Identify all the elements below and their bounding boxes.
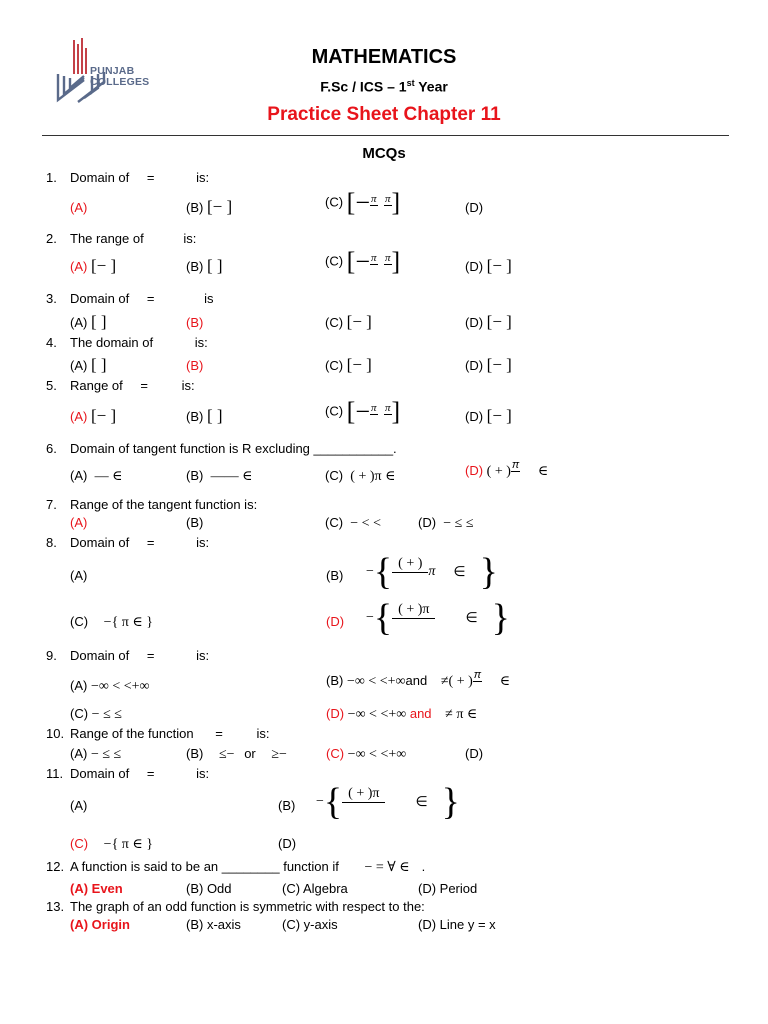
q9-b-and: and xyxy=(405,672,428,688)
q5-d-label: (D) xyxy=(465,409,484,424)
q1-option-d: (D) xyxy=(465,200,484,215)
q10-b-label: (B) xyxy=(186,746,204,761)
q7-text: Range of the tangent function is: xyxy=(70,497,258,512)
q8-b-neg: − xyxy=(366,564,374,580)
q4-option-d xyxy=(465,355,512,375)
q11-c-math: −{ π ∈ } xyxy=(103,837,153,852)
q6-b-label: (B) xyxy=(186,468,204,483)
q3-text-b: is xyxy=(204,291,214,306)
q10-option-d: (D) xyxy=(465,746,484,761)
q4-a-label: (A) xyxy=(70,358,88,373)
q13-number: 13. xyxy=(46,899,65,914)
q6-b-math: —— ∈ xyxy=(210,469,253,484)
q4-number: 4. xyxy=(46,335,57,350)
q7-d-label: (D) xyxy=(418,515,437,530)
q1-c-math: [− π π ] xyxy=(346,188,401,217)
q9-b-frac xyxy=(473,670,482,693)
q10-b-math1: ≤− xyxy=(218,747,235,762)
q3-option-a xyxy=(70,312,107,332)
q9-text-a: Domain of xyxy=(70,648,130,663)
q5-option-c xyxy=(325,397,400,427)
q8-d-neg: − xyxy=(366,610,374,626)
q10-b-math2: ≥− xyxy=(271,747,287,762)
grade-line xyxy=(0,78,768,95)
q10-number: 10. xyxy=(46,726,65,741)
q8-option-d: (D) xyxy=(326,614,345,629)
q2-option-a xyxy=(70,256,116,276)
question-12 xyxy=(46,859,425,876)
q7-c-label: (C) xyxy=(325,515,344,530)
q11-option-d: (D) xyxy=(278,836,297,851)
q12-dot: . xyxy=(421,859,426,874)
q2-option-d xyxy=(465,256,512,276)
grade-sup: st xyxy=(406,78,415,88)
q1-text-a: Domain of xyxy=(70,170,130,185)
q9-text-b: is: xyxy=(196,648,210,663)
q6-number: 6. xyxy=(46,441,57,456)
q10-option-b xyxy=(186,746,287,763)
q5-eq: = xyxy=(140,378,148,393)
q12-option-a: (A) Even xyxy=(70,881,123,896)
q11-text-a: Domain of xyxy=(70,766,130,781)
q8-text-a: Domain of xyxy=(70,535,130,550)
q6-a-math: — ∈ xyxy=(94,469,123,484)
q8-d-in: ∈ xyxy=(465,610,478,626)
q6-d-label: (D) xyxy=(465,462,484,478)
q1-text-b: is: xyxy=(196,170,210,185)
q8-text-b: is: xyxy=(196,535,210,550)
q10-option-c xyxy=(326,746,406,763)
q5-option-a xyxy=(70,406,116,426)
question-1 xyxy=(46,170,209,185)
grade-text: F.Sc / ICS – 1 xyxy=(320,78,407,95)
q9-b-pi: π xyxy=(473,669,482,681)
q3-d-label: (D) xyxy=(465,315,484,330)
q1-option-a: (A) xyxy=(70,200,88,215)
q1-option-c xyxy=(325,188,400,218)
q10-c-label: (C) xyxy=(326,746,345,761)
q10-b-or: or xyxy=(244,746,256,761)
q1-c-pi1: π xyxy=(371,192,377,205)
q2-option-c xyxy=(325,247,400,277)
q4-a-math: [ ] xyxy=(90,355,107,374)
q4-text-b: is: xyxy=(194,335,208,350)
q12-option-b: (B) Odd xyxy=(186,881,232,896)
q6-a-label: (A) xyxy=(70,468,88,483)
q3-c-math: [− ] xyxy=(346,312,372,331)
q4-option-c xyxy=(325,355,372,375)
q3-a-math: [ ] xyxy=(90,312,107,331)
subject-title: MATHEMATICS xyxy=(311,46,457,68)
question-10 xyxy=(46,726,269,741)
q5-text-b: is: xyxy=(181,378,195,393)
q10-c-math: −∞ < <+∞ xyxy=(347,747,407,762)
q7-option-c xyxy=(325,515,381,532)
q12-math: − = ∀ ∈ xyxy=(364,860,410,875)
section-title: MCQs xyxy=(362,145,406,162)
q3-option-b: (B) xyxy=(186,315,204,330)
q10-eq: = xyxy=(215,726,223,741)
q8-eq: = xyxy=(146,535,155,550)
q9-b-in: ∈ xyxy=(499,673,511,689)
q8-c-label: (C) xyxy=(70,614,89,629)
q8-option-c xyxy=(70,614,153,631)
q7-option-d xyxy=(418,515,474,532)
q5-text-a: Range of xyxy=(70,378,123,393)
q4-text-a: The domain of xyxy=(70,335,154,350)
q6-option-c xyxy=(325,468,395,485)
q9-b-label: (B) xyxy=(326,672,344,688)
q2-text-a: The range of xyxy=(70,231,144,246)
q1-b-label: (B) xyxy=(186,200,204,215)
q5-b-math: [ ] xyxy=(206,406,223,425)
q10-a-math: − ≤ ≤ xyxy=(90,747,122,762)
q8-d-num: ( + )π xyxy=(392,602,435,619)
q5-d-math: [− ] xyxy=(486,406,512,425)
q8-option-b xyxy=(326,568,343,583)
q2-option-b xyxy=(186,256,223,276)
q5-c-math: [− π π ] xyxy=(346,397,401,426)
q11-option-b: (B) xyxy=(278,798,296,813)
q8-number: 8. xyxy=(46,535,57,550)
q1-eq: = xyxy=(146,170,155,185)
question-2 xyxy=(46,231,196,246)
q6-d-frac xyxy=(511,460,520,483)
q12-text: A function is said to be an ________ function if xyxy=(70,859,339,874)
q5-b-label: (B) xyxy=(186,409,204,424)
q7-option-a: (A) xyxy=(70,515,88,530)
q11-c-label: (C) xyxy=(70,836,89,851)
q1-b-math: [− ] xyxy=(206,197,233,216)
q2-a-math: [− ] xyxy=(90,256,117,275)
q9-d-and: and xyxy=(409,706,432,721)
q1-number: 1. xyxy=(46,170,57,185)
q2-c-pi2: π xyxy=(385,251,391,264)
q3-d-math: [− ] xyxy=(486,312,512,331)
q9-d-math: −∞ < <+∞ xyxy=(347,707,407,722)
q2-b-math: [ ] xyxy=(206,256,223,275)
question-4 xyxy=(46,335,208,350)
q6-c-label: (C) xyxy=(325,468,344,483)
q5-c-label: (C) xyxy=(325,403,344,419)
q8-b-num: ( + ) xyxy=(392,556,428,573)
q11-option-a: (A) xyxy=(70,798,88,813)
q2-c-label: (C) xyxy=(325,253,344,269)
q3-option-c xyxy=(325,312,372,332)
question-8 xyxy=(46,535,209,550)
q2-b-label: (B) xyxy=(186,259,204,274)
q6-c-math: ( + )π ∈ xyxy=(350,469,396,484)
q6-option-b xyxy=(186,468,252,485)
q13-text: The graph of an odd function is symmetric with respect to the: xyxy=(70,899,425,914)
q11-b-neg: − xyxy=(316,794,324,810)
q2-d-math: [− ] xyxy=(486,256,512,275)
q9-a-label: (A) xyxy=(70,678,88,693)
q6-d-math-b: ∈ xyxy=(537,463,549,479)
q5-c-pi1: π xyxy=(371,401,377,414)
q12-option-c: (C) Algebra xyxy=(282,881,348,896)
q5-a-label: (A) xyxy=(70,409,88,424)
q9-eq: = xyxy=(146,648,155,663)
q9-option-a xyxy=(70,678,150,695)
q9-option-b xyxy=(326,670,510,693)
logo-text-line-1: PUNJAB xyxy=(90,65,135,77)
q7-option-b: (B) xyxy=(186,515,204,530)
q5-option-d xyxy=(465,406,512,426)
q3-eq: = xyxy=(146,291,155,306)
q10-a-label: (A) xyxy=(70,746,88,761)
q9-a-math: −∞ < <+∞ xyxy=(90,679,150,694)
q2-text-b: is: xyxy=(183,231,197,246)
q6-d-math-a: ( + ) xyxy=(486,463,511,479)
header-divider xyxy=(42,135,729,136)
question-13 xyxy=(46,899,425,914)
question-5 xyxy=(46,378,195,393)
q9-b-math: −∞ < <+∞ xyxy=(346,673,406,689)
q7-number: 7. xyxy=(46,497,57,512)
q13-option-c: (C) y-axis xyxy=(282,917,338,932)
q8-b-pi: π xyxy=(428,564,436,579)
q10-text-b: is: xyxy=(256,726,270,741)
q8-b-math: −{ ( + ) π ∈ } xyxy=(366,551,498,593)
q4-option-b: (B) xyxy=(186,358,204,373)
q6-text: Domain of tangent function is R excluding ___________. xyxy=(70,441,397,456)
q3-c-label: (C) xyxy=(325,315,344,330)
q7-c-math: − < < xyxy=(350,516,381,531)
q3-number: 3. xyxy=(46,291,57,306)
q11-eq: = xyxy=(146,766,155,781)
q9-b-math2: ≠( + ) xyxy=(440,673,473,689)
q12-option-d: (D) Period xyxy=(418,881,478,896)
q2-number: 2. xyxy=(46,231,57,246)
q3-text-a: Domain of xyxy=(70,291,130,306)
sheet-title: Practice Sheet Chapter 11 xyxy=(267,104,501,125)
q11-number: 11. xyxy=(46,766,64,781)
q10-option-a xyxy=(70,746,121,763)
q4-d-label: (D) xyxy=(465,358,484,373)
q11-text-b: is: xyxy=(196,766,210,781)
q9-option-d xyxy=(326,706,477,723)
q13-option-d: (D) Line y = x xyxy=(418,917,496,932)
question-11 xyxy=(46,766,209,781)
q3-a-label: (A) xyxy=(70,315,88,330)
q13-option-b: (B) x-axis xyxy=(186,917,241,932)
q13-option-a: (A) Origin xyxy=(70,917,130,932)
q5-c-pi2: π xyxy=(385,401,391,414)
grade-tail: Year xyxy=(414,78,448,95)
q7-d-math: − ≤ ≤ xyxy=(443,516,474,531)
logo-text-line-2: COLLEGES xyxy=(90,76,150,88)
q6-option-d xyxy=(465,460,548,483)
q4-option-a xyxy=(70,355,107,375)
q9-d-label: (D) xyxy=(326,706,345,721)
question-6 xyxy=(46,441,397,456)
q3-option-d xyxy=(465,312,512,332)
q12-number: 12. xyxy=(46,859,65,874)
q5-number: 5. xyxy=(46,378,57,393)
q4-d-math: [− ] xyxy=(486,355,512,374)
question-3 xyxy=(46,291,213,306)
q10-text-a: Range of the function xyxy=(70,726,194,741)
q11-option-c xyxy=(70,836,153,853)
question-7 xyxy=(46,497,257,512)
q9-number: 9. xyxy=(46,648,57,663)
q1-c-label: (C) xyxy=(325,194,344,210)
q4-c-label: (C) xyxy=(325,358,344,373)
q9-c-math: − ≤ ≤ xyxy=(91,707,122,722)
q1-c-pi2: π xyxy=(385,192,391,205)
q8-b-label: (B) xyxy=(326,568,344,583)
q8-c-math: −{ π ∈ } xyxy=(103,615,153,630)
q6-d-pi: π xyxy=(511,459,520,471)
q1-option-b xyxy=(186,197,232,217)
q5-option-b xyxy=(186,406,223,426)
q11-b-in: ∈ xyxy=(415,794,428,810)
q2-d-label: (D) xyxy=(465,259,484,274)
q11-b-math: −{ ( + )π ∈ } xyxy=(316,781,460,823)
question-9 xyxy=(46,648,209,663)
q9-option-c xyxy=(70,706,122,723)
q9-c-label: (C) xyxy=(70,706,89,721)
q6-option-a xyxy=(70,468,122,485)
q2-c-math: [− π π ] xyxy=(346,247,401,276)
q8-d-math: −{ ( + )π ∈ } xyxy=(366,597,510,639)
q4-c-math: [− ] xyxy=(346,355,372,374)
q11-b-num: ( + )π xyxy=(342,786,385,803)
q9-d-math2: ≠ π ∈ xyxy=(445,707,478,722)
q5-a-math: [− ] xyxy=(90,406,117,425)
q8-option-a: (A) xyxy=(70,568,88,583)
q2-c-pi1: π xyxy=(371,251,377,264)
q2-a-label: (A) xyxy=(70,259,88,274)
q8-b-in: ∈ xyxy=(453,564,466,580)
